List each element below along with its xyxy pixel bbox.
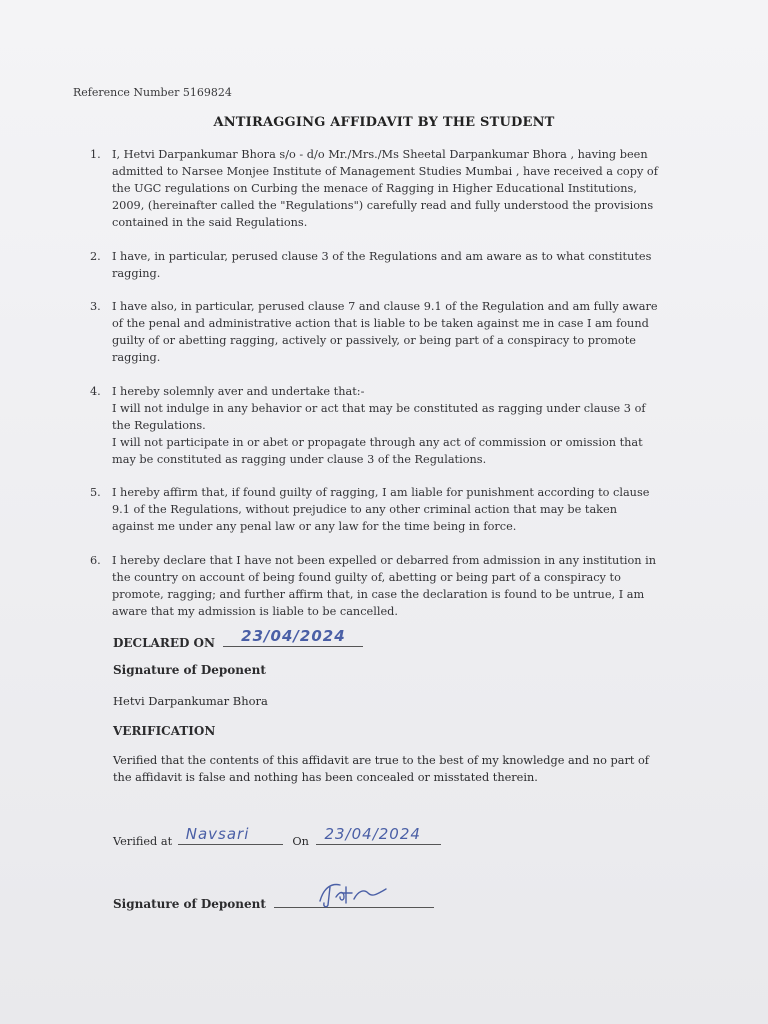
paragraph-number: 5. bbox=[90, 486, 101, 499]
signature-label-1: Signature of Deponent bbox=[113, 663, 266, 677]
paragraph-line: I have, in particular, perused clause 3 of the Regulations and am aware as to what constitutes bbox=[112, 250, 652, 263]
paragraph-line: guilty of or abetting ragging, actively or passively, or being part of a conspiracy to promote bbox=[112, 334, 636, 347]
paragraph-line: contained in the said Regulations. bbox=[112, 216, 308, 229]
paragraph-line: I will not indulge in any behavior or act that may be constituted as ragging under clause 3 of bbox=[112, 402, 646, 415]
paragraph-line: admitted to Narsee Monjee Institute of Management Studies Mumbai , have received a copy of bbox=[112, 165, 658, 178]
paragraph-number: 1. bbox=[90, 148, 101, 161]
paragraph-line: I have also, in particular, perused clause 7 and clause 9.1 of the Regulation and am fully aware bbox=[112, 300, 658, 313]
paragraph-4 bbox=[90, 383, 690, 468]
paragraph-line: the UGC regulations on Curbing the menace of Ragging in Higher Educational Institutions, bbox=[112, 182, 637, 195]
verified-place-handwritten: Navsari bbox=[185, 825, 250, 843]
paragraph-line: 2009, (hereinafter called the "Regulations") carefully read and fully understood the provisions bbox=[112, 199, 654, 212]
reference-number: Reference Number 5169824 bbox=[73, 86, 232, 99]
declared-date-handwritten: 23/04/2024 bbox=[241, 627, 346, 645]
paragraph-line: aware that my admission is liable to be cancelled. bbox=[112, 605, 398, 618]
declared-on-label: DECLARED ON bbox=[113, 636, 215, 650]
paragraph-line: ragging. bbox=[112, 267, 161, 280]
paragraph-number: 2. bbox=[90, 250, 101, 263]
verification-heading: VERIFICATION bbox=[113, 724, 216, 738]
paragraph-line: against me under any penal law or any law for the time being in force. bbox=[112, 520, 517, 533]
verified-at-label: Verified at bbox=[113, 835, 173, 848]
declared-date-field[interactable] bbox=[223, 627, 363, 647]
verified-place-field[interactable] bbox=[178, 825, 283, 845]
paragraph-1 bbox=[90, 146, 690, 231]
deponent-name: Hetvi Darpankumar Bhora bbox=[113, 694, 268, 708]
paragraph-2 bbox=[90, 248, 690, 282]
paragraph-line: the country on account of being found guilty of, abetting or being part of a conspiracy to bbox=[112, 571, 621, 584]
verification-line: the affidavit is false and nothing has been concealed or misstated therein. bbox=[113, 771, 538, 784]
paragraph-5 bbox=[90, 484, 690, 535]
verification-line: Verified that the contents of this affidavit are true to the best of my knowledge and no part of bbox=[113, 754, 649, 767]
verified-date-field[interactable] bbox=[316, 825, 441, 845]
paragraph-line: I hereby declare that I have not been expelled or debarred from admission in any institution in bbox=[112, 554, 657, 567]
paragraph-line: ragging. bbox=[112, 351, 161, 364]
handwritten-signature-icon bbox=[314, 879, 394, 909]
paragraph-number: 3. bbox=[90, 300, 101, 313]
paragraph-line: may be constituted as ragging under clause 3 of the Regulations. bbox=[112, 453, 487, 466]
declared-on-row bbox=[113, 627, 363, 650]
paragraph-line: promote, ragging; and further affirm that, in case the declaration is found to be untrue, I am bbox=[112, 588, 645, 601]
signature-label-2: Signature of Deponent bbox=[113, 897, 266, 911]
paragraph-line: of the penal and administrative action that is liable to be taken against me in case I am found bbox=[112, 317, 649, 330]
paragraph-number: 6. bbox=[90, 554, 101, 567]
paragraph-3 bbox=[90, 298, 690, 366]
verification-text bbox=[113, 752, 693, 786]
paragraph-line: 9.1 of the Regulations, without prejudice to any other criminal action that may be taken bbox=[112, 503, 617, 516]
signature-field[interactable] bbox=[274, 893, 434, 908]
paragraph-line: I will not participate in or abet or propagate through any act of commission or omission that bbox=[112, 436, 643, 449]
paragraph-line: I hereby affirm that, if found guilty of ragging, I am liable for punishment according to clause bbox=[112, 486, 650, 499]
document-title: ANTIRAGGING AFFIDAVIT BY THE STUDENT bbox=[213, 115, 555, 130]
paragraph-6 bbox=[90, 552, 690, 620]
verified-date-handwritten: 23/04/2024 bbox=[324, 825, 421, 843]
signature-row bbox=[113, 893, 434, 911]
verified-on-label: On bbox=[292, 835, 309, 848]
paragraph-line: I, Hetvi Darpankumar Bhora s/o - d/o Mr./Mrs./Ms Sheetal Darpankumar Bhora , having been bbox=[112, 148, 648, 161]
paragraph-number: 4. bbox=[90, 385, 101, 398]
paragraph-line: the Regulations. bbox=[112, 419, 206, 432]
verified-row bbox=[113, 825, 441, 848]
paragraph-line: I hereby solemnly aver and undertake that:- bbox=[112, 385, 365, 398]
